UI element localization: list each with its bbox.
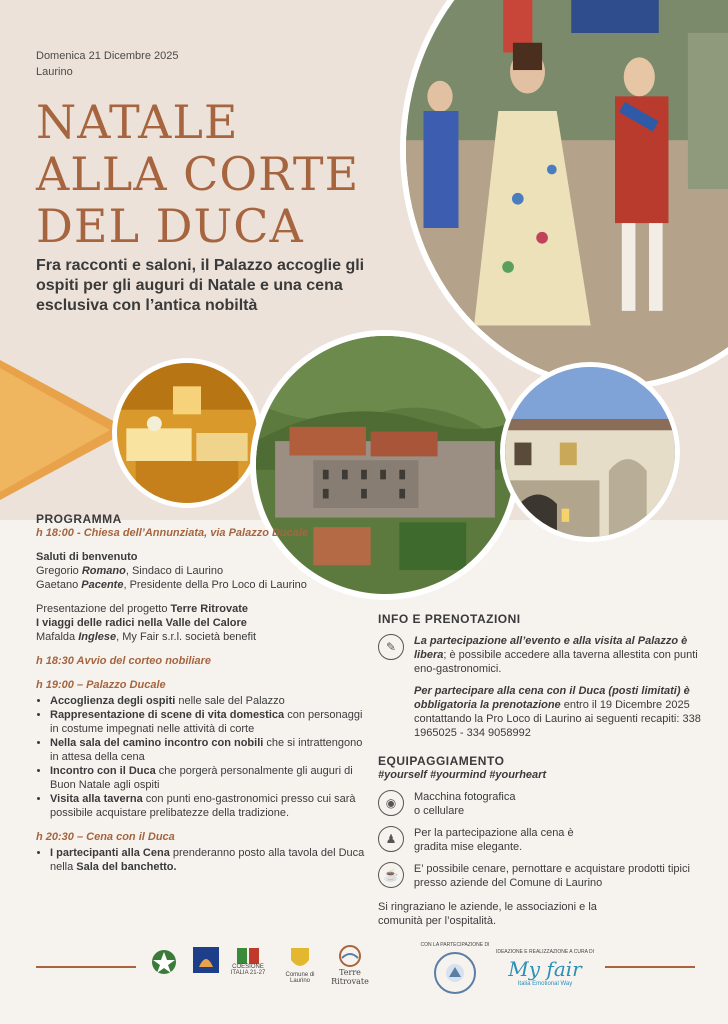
activity-item: • Visita alla taverna con punti eno-gastronomici presso cui sarà possibile acquistare prelibatezze della tradizione. bbox=[50, 792, 366, 820]
coesione-logo: COESIONE ITALIA 21-27 bbox=[228, 942, 268, 982]
info-heading: INFO E PRENOTAZIONI bbox=[378, 612, 521, 626]
event-date: Domenica 21 Dicembre 2025 bbox=[36, 50, 179, 62]
camera-icon: ◉ bbox=[378, 790, 404, 816]
palace-activities bbox=[36, 694, 366, 820]
dress-icon: ♟ bbox=[378, 826, 404, 852]
food-icon: ☕ bbox=[378, 862, 404, 888]
program-section bbox=[36, 512, 366, 874]
proloco-logo: CON LA PARTECIPAZIONE DI bbox=[418, 940, 492, 996]
italian-republic-logo bbox=[148, 942, 180, 982]
footer-divider-left bbox=[36, 966, 136, 968]
equipment-heading: EQUIPAGGIAMENTO bbox=[378, 754, 505, 768]
activity-item: • Accoglienza degli ospiti nelle sale del Palazzo bbox=[50, 694, 366, 708]
project-intro: Presentazione del progetto Terre Ritrovate bbox=[36, 603, 248, 615]
speaker-2: Gaetano Pacente, Presidente della Pro Loco di Laurino bbox=[36, 579, 307, 591]
proloco-seal bbox=[434, 952, 476, 994]
equipment-camera: ◉ Macchina fotografica o cellulare bbox=[378, 790, 708, 818]
welcome-title: Saluti di benvenuto bbox=[36, 551, 138, 563]
first-time: h 18:00 bbox=[36, 527, 74, 539]
activity-item: • Incontro con il Duca che porgerà personalmente gli auguri di Buon Natale agli ospiti bbox=[50, 764, 366, 792]
title-line-2: ALLA CORTE bbox=[36, 147, 360, 201]
info-booking: ✎ La partecipazione all’evento e alla visita al Palazzo è libera; è possibile accedere alla taverna allestita con punti eno-gastronomici. Per partecipare alla cena con il Duca (posti limitati) è obbligatoria la prenotazione entro il 19 Dicembre 2025 contattando la Pro Loco di Laurino ai seguenti recapiti: 338 1965025 - 334 9058992 bbox=[378, 634, 708, 740]
speaker-3: Mafalda Inglese, My Fair s.r.l. società benefit bbox=[36, 631, 257, 643]
event-date-place bbox=[36, 48, 178, 80]
comune-laurino-logo: Comune di Laurino bbox=[282, 942, 318, 988]
speaker-1: Gregorio Romano, Sindaco di Laurino bbox=[36, 565, 224, 577]
orange-decoration-inner bbox=[0, 368, 110, 492]
campania-region-logo bbox=[188, 940, 224, 980]
equipment-dress: ♟ Per la partecipazione alla cena è gradita mise elegante. bbox=[378, 826, 708, 854]
thanks-note: Si ringraziano le aziende, le associazioni e la comunità per l’ospitalità. bbox=[378, 901, 597, 927]
first-place: - Chiesa dell’Annunziata, via Palazzo Ducale bbox=[73, 527, 309, 539]
activity-item: • Rappresentazione di scene di vita domestica con personaggi in costume impegnati nelle attività di corte bbox=[50, 708, 366, 736]
event-subtitle: Fra racconti e saloni, il Palazzo accoglie gli ospiti per gli auguri di Natale e una cena esclusiva con l’antica nobiltà bbox=[36, 257, 365, 314]
banquet-hall-photo bbox=[112, 358, 262, 508]
palace-courtyard-photo bbox=[500, 362, 680, 542]
equipment-stay: ☕ E’ possibile cenare, pernottare e acquistare prodotti tipici presso aziende del Comune di Laurino bbox=[378, 862, 708, 890]
dinner-slot: h 20:30 – Cena con il Duca bbox=[36, 831, 175, 843]
terre-ritrovate-logo: Terre Ritrovate bbox=[326, 942, 374, 988]
info-section bbox=[378, 612, 708, 928]
event-title bbox=[36, 96, 359, 252]
hashtags: #yourself #yourmind #yourheart bbox=[378, 769, 547, 781]
dinner-details bbox=[36, 846, 366, 874]
cortege-slot: h 18:30 Avvio del corteo nobiliare bbox=[36, 655, 212, 667]
project-subtitle: I viaggi delle radici nella Valle del Calore bbox=[36, 617, 247, 629]
event-place: Laurino bbox=[36, 66, 73, 78]
palace-slot: h 19:00 – Palazzo Ducale bbox=[36, 679, 166, 691]
calendar-icon: ✎ bbox=[378, 634, 404, 660]
footer-divider-right bbox=[605, 966, 695, 968]
activity-item: • Nella sala del camino incontro con nobili che si intrattengono in attesa della cena bbox=[50, 736, 366, 764]
title-line-3: DEL DUCA bbox=[36, 199, 304, 253]
dinner-item: • I partecipanti alla Cena prenderanno posto alla tavola del Duca nella Sala del banchetto. bbox=[50, 846, 366, 874]
program-first-slot bbox=[36, 526, 366, 540]
myfair-logo: IDEAZIONE E REALIZZAZIONE A CURA DI My fair Italia Emotional Way bbox=[495, 949, 595, 987]
title-line-1: NATALE bbox=[36, 95, 239, 149]
program-heading: PROGRAMMA bbox=[36, 512, 122, 526]
